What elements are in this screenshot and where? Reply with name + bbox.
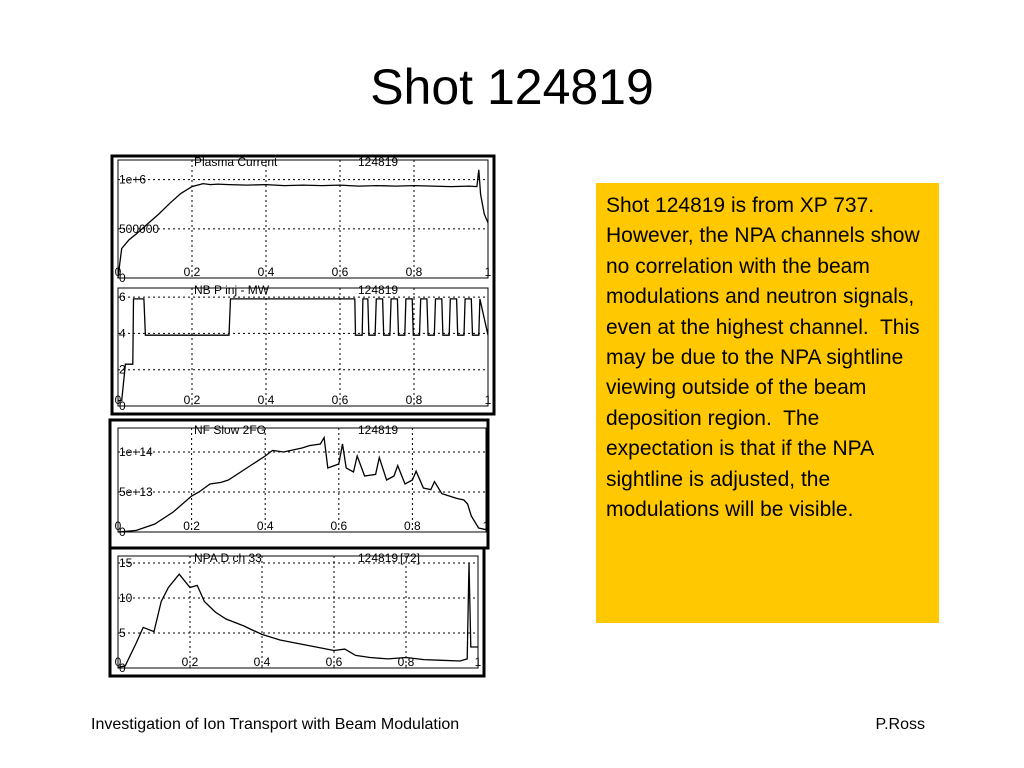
y-tick-label: 5e+13 bbox=[119, 485, 153, 499]
y-tick-label: 1e+6 bbox=[119, 172, 147, 187]
y-tick-label: 0 bbox=[119, 525, 126, 539]
plot-channel-index: [72] bbox=[400, 551, 421, 565]
y-tick-label: 0 bbox=[119, 399, 126, 413]
footer-author: P.Ross bbox=[875, 716, 925, 733]
x-tick-label: 0 bbox=[114, 393, 122, 407]
plot-shot-number: 124819 bbox=[358, 155, 399, 169]
plot-title: NPA D ch 33 bbox=[194, 551, 262, 565]
y-tick-label: 0 bbox=[119, 661, 126, 675]
series-line bbox=[118, 563, 478, 667]
plot-shot-number: 124819 bbox=[358, 423, 399, 437]
x-tick-label: 0.2 bbox=[181, 655, 199, 669]
x-tick-label: 0 bbox=[114, 519, 122, 533]
explanation-box: Shot 124819 is from XP 737. However, the NPA channels show no correlation with the beam modulations and neutron signals, even at the highest channel. This may be due to the NPA sightline viewing outside of the beam deposition region. The expectation is that if the NPA sightline is adjusted, the modulations will be visible. bbox=[596, 183, 939, 623]
y-tick-label: 2 bbox=[119, 362, 126, 377]
x-tick-label: 0.4 bbox=[257, 393, 275, 407]
x-tick-label: 0.8 bbox=[404, 519, 421, 533]
y-tick-label: 500000 bbox=[119, 221, 160, 236]
x-tick-label: 0 bbox=[114, 265, 122, 279]
x-tick-label: 0.4 bbox=[257, 265, 275, 279]
x-tick-label: 0.8 bbox=[397, 655, 415, 669]
x-tick-label: 0.6 bbox=[325, 655, 343, 669]
x-tick-label: 1 bbox=[482, 519, 490, 533]
x-tick-label: 1 bbox=[474, 655, 482, 669]
footer-title: Investigation of Ion Transport with Beam Modulation bbox=[91, 716, 460, 733]
x-tick-label: 0.6 bbox=[330, 519, 348, 533]
x-tick-label: 0.8 bbox=[405, 265, 423, 279]
y-tick-label: 1e+14 bbox=[119, 445, 153, 459]
plot-shot-number: 124819 bbox=[358, 283, 399, 297]
x-tick-label: 0.6 bbox=[331, 393, 349, 407]
x-tick-label: 0.2 bbox=[183, 393, 201, 407]
x-tick-label: 1 bbox=[484, 265, 492, 279]
x-tick-label: 1 bbox=[484, 393, 492, 407]
x-tick-label: 0.2 bbox=[183, 265, 201, 279]
x-tick-label: 0.4 bbox=[256, 519, 274, 533]
x-tick-label: 0.2 bbox=[183, 519, 200, 533]
y-tick-label: 0 bbox=[119, 271, 126, 285]
plot-title: Plasma Current bbox=[194, 155, 278, 169]
panel-border bbox=[118, 556, 478, 668]
x-tick-label: 0.4 bbox=[253, 655, 271, 669]
x-tick-label: 0 bbox=[114, 655, 122, 669]
y-tick-label: 5 bbox=[119, 626, 126, 640]
x-tick-label: 0.8 bbox=[405, 393, 423, 407]
x-tick-label: 0.6 bbox=[331, 265, 349, 279]
plot-shot-number: 124819 bbox=[358, 551, 399, 565]
plot-frame bbox=[110, 548, 484, 676]
y-tick-label: 10 bbox=[119, 591, 133, 605]
y-tick-label: 15 bbox=[119, 556, 133, 570]
plot-title: NF Slow 2FG bbox=[194, 423, 267, 437]
plot-title: NB P inj - MW bbox=[194, 283, 270, 297]
y-tick-label: 4 bbox=[119, 326, 126, 341]
y-tick-label: 6 bbox=[119, 290, 126, 305]
slide-title: Shot 124819 bbox=[370, 59, 654, 115]
